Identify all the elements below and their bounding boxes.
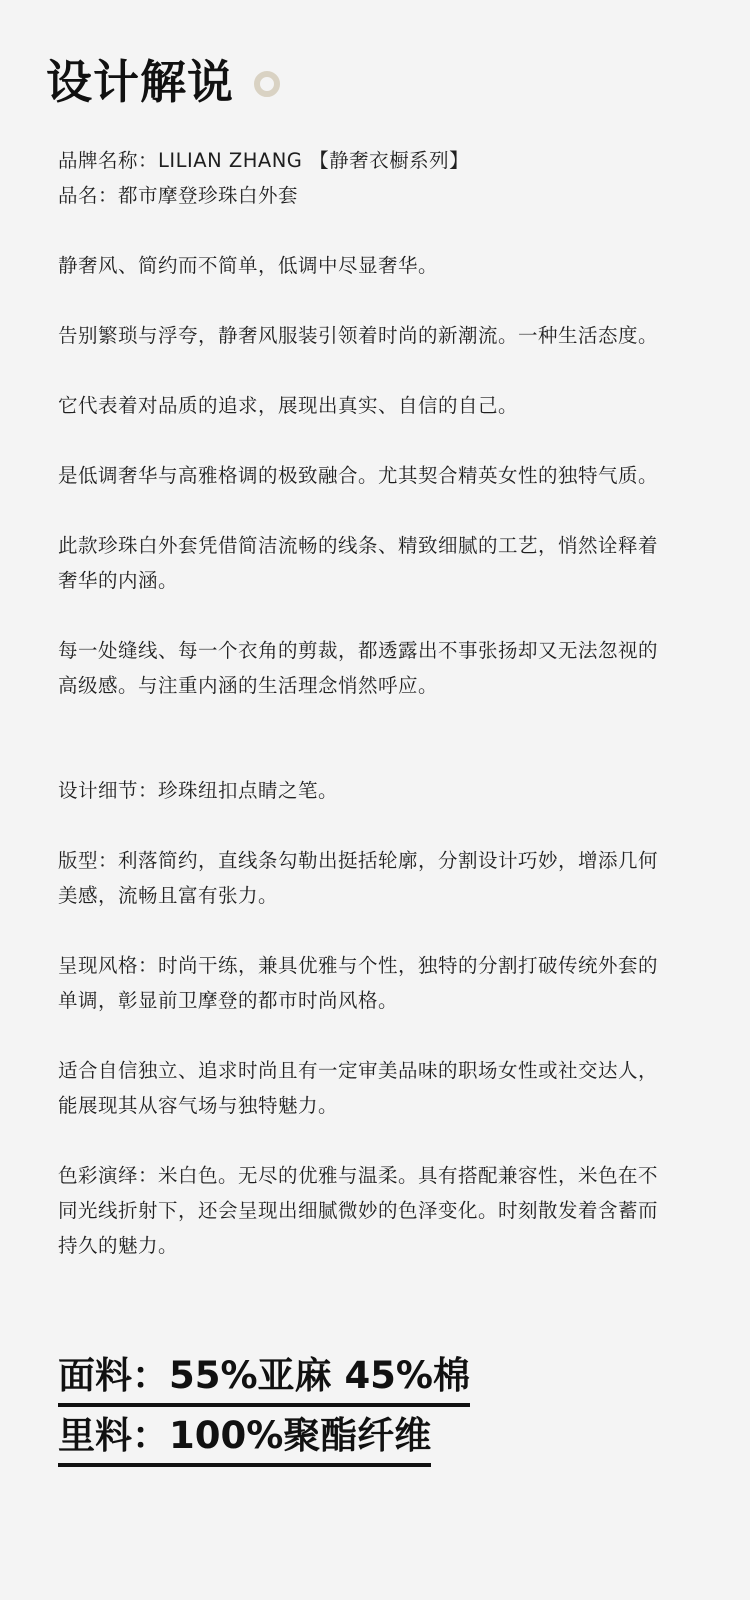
- detail-silhouette: [58, 843, 718, 913]
- paragraph-2: [58, 318, 718, 353]
- detail-text: 适合自信独立、追求时尚且有一定审美品味的职场女性或社交达人， 能展现其从容气场与独特魅力。: [58, 1059, 659, 1117]
- paragraph-4: [58, 458, 718, 493]
- fabric-composition: 面料：55%亚麻 45%棉: [58, 1353, 470, 1407]
- ring-decoration-icon: [254, 71, 280, 97]
- detail-text: 色彩演绎：米白色。无尽的优雅与温柔。具有搭配兼容性，米色在不 同光线折射下，还会呈现出细腻微妙的色泽变化。时刻散发着含蓄而 持久的魅力。: [58, 1164, 659, 1257]
- detail-text: 版型：利落简约，直线条勾勒出挺括轮廓，分割设计巧妙，增添几何 美感，流畅且富有张力。: [58, 849, 659, 907]
- paragraph-5: [58, 528, 718, 598]
- paragraph-text: 它代表着对品质的追求，展现出真实、自信的自己。: [58, 394, 519, 417]
- detail-style: [58, 948, 718, 1018]
- paragraph-text: 此款珍珠白外套凭借简洁流畅的线条、精致细腻的工艺，悄然诠释着 奢华的内涵。: [58, 534, 659, 592]
- paragraph-3: [58, 388, 718, 423]
- detail-audience: [58, 1053, 718, 1123]
- page-title: 设计解说: [46, 55, 234, 109]
- paragraph-text: 静奢风、简约而不简单，低调中尽显奢华。: [58, 254, 439, 277]
- detail-text: 设计细节：珍珠纽扣点睛之笔。: [58, 779, 339, 802]
- product-name-line: 品名：都市摩登珍珠白外套: [58, 184, 299, 207]
- title-row: [46, 52, 280, 112]
- detail-design: [58, 773, 718, 808]
- lining-composition: 里料：100%聚酯纤维: [58, 1413, 431, 1467]
- brand-line: 品牌名称：LILIAN ZHANG 【静奢衣橱系列】: [58, 149, 470, 172]
- paragraph-6: [58, 633, 718, 703]
- paragraph-text: 告别繁琐与浮夸，静奢风服装引领着时尚的新潮流。一种生活态度。: [58, 324, 659, 347]
- paragraph-text: 每一处缝线、每一个衣角的剪裁，都透露出不事张扬却又无法忽视的 高级感。与注重内涵的生活理念悄然呼应。: [58, 639, 659, 697]
- paragraph-text: 是低调奢华与高雅格调的极致融合。尤其契合精英女性的独特气质。: [58, 464, 659, 487]
- detail-text: 呈现风格：时尚干练，兼具优雅与个性，独特的分割打破传统外套的 单调，彰显前卫摩登的都市时尚风格。: [58, 954, 659, 1012]
- intro-block: [58, 143, 718, 213]
- paragraph-1: [58, 248, 718, 283]
- detail-color: [58, 1158, 718, 1263]
